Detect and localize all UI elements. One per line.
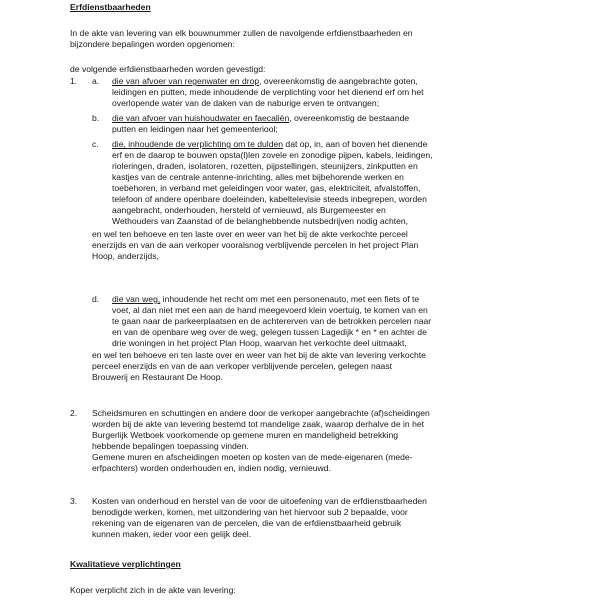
item-1c-line: rioleringen, draden, isolatoren, rozetten, pijpstellingen, steunijzers, zinkputten en	[112, 161, 418, 171]
item-1c-line: aangebracht, onderhouden, hersteld of vernieuwd, als Burgemeester en	[112, 205, 386, 215]
item-2-line: Scheidsmuren en schuttingen en andere door de verkoper aangebrachte (af)scheidingen	[92, 408, 430, 418]
item-1d-line: voet, al dan niet met een aan de hand meegevoerd klein voertuig, te komen van en	[112, 305, 428, 315]
item-letter-a: a.	[92, 76, 100, 86]
item-1a-first-rest: , overeenkomstig de aangebrachte goten,	[259, 76, 418, 86]
item-number-2: 2.	[70, 408, 78, 418]
item-2-line: hebbende bepalingen toepassing vinden.	[92, 441, 249, 451]
item-2-line: worden bij de akte van levering bestemd tot mandelige zaak, waarop derhalve de in het	[92, 419, 425, 429]
item-1c-line: kastjes van de centrale antenne-inrichting, alles met bijbehorende werken en	[112, 172, 404, 182]
heading-erfdienstbaarheden: Erfdienstbaarheden	[70, 2, 151, 12]
item-1a-title: die van afvoer van regenwater en drop	[112, 76, 260, 86]
item-1d-title: die van weg,	[112, 294, 161, 304]
item-1c-line: erf en de daarop te bouwen opsta(l)len zovele en zonodige pijpen, kabels, leidingen,	[112, 150, 433, 160]
item-1a-line: overlopende water van de daken van de naburige erven te ontvangen;	[112, 98, 380, 108]
item-1d-after-line: perceel enerzijds en van de aan verkoper verblijvende percelen, gelegen naast	[92, 361, 393, 371]
item-2-line: erfpachters) worden onderhouden en, indien nodig, vernieuwd.	[92, 463, 331, 473]
item-1c-after-line: Hoop, anderzijds,	[92, 251, 159, 261]
item-1d-after-line: en wel ten behoeve en ten laste over en weer van het bij de akte van levering verkochte	[92, 350, 426, 360]
item-letter-c: c.	[92, 139, 99, 149]
item-number-1: 1.	[70, 76, 78, 86]
item-2-line: Gemene muren en afscheidingen moeten op kosten van de mede-eigenaren (mede-	[92, 452, 413, 462]
item-1b-title: die van afvoer van huishoudwater en faecaliën	[112, 113, 290, 123]
item-1d-after-line: Brouwerij en Restaurant De Hoop.	[92, 372, 223, 382]
item-3-line: rekening van de eigenaren van de percelen, die van de erfdienstbaarheid gebruik	[92, 518, 402, 528]
item-1b-first-line	[112, 113, 409, 124]
item-1c-first-line	[112, 139, 427, 150]
item-1c-after-line: en wel ten behoeve en ten laste over en weer van het bij de akte verkochte perceel	[92, 229, 408, 239]
item-1d-line: drie woningen in het project Plan Hoop, waarvan het verkochte deel uitmaakt,	[112, 338, 407, 348]
closing-line: Koper verplicht zich in de akte van levering:	[70, 585, 236, 595]
item-1c-after-line: enerzijds en van de aan verkoper vooralsnog verblijvende percelen in het project Plan	[92, 240, 419, 250]
item-2-line: Burgerlijk Wetboek voorkomende op gemene muren en mandeligheid betrekking	[92, 430, 399, 440]
established-line: de volgende erfdienstbaarheden worden gevestigd:	[70, 64, 266, 74]
item-1d-first-line	[112, 294, 419, 305]
item-1d-line: te gaan naar de parkeerplaatsen en de achtererven van de betrokken percelen naar	[112, 316, 432, 326]
item-1d-first-rest: inhoudende het recht om met een personenauto, met een fiets of te	[160, 294, 420, 304]
item-1a-first-line	[112, 76, 418, 87]
item-1c-line: Wethouders van Zaanstad of de belanghebbende nutsbedrijven nodig achten,	[112, 216, 409, 226]
item-3-line: kunnen maken, ieder voor een gelijk deel.	[92, 529, 252, 539]
item-3-line: benodigde werken, komen, met uitzondering van het hiervoor sub 2 bepaalde, voor	[92, 507, 408, 517]
item-letter-b: b.	[92, 113, 100, 123]
item-1c-title: die, inhoudende de verplichting om te dulden	[112, 139, 284, 149]
intro-line-2: bijzondere bepalingen worden opgenomen:	[70, 39, 235, 49]
item-1c-line: telefoon of andere openbare doeleinden, kabeltelevisie steeds inbegrepen, worden	[112, 194, 427, 204]
item-1b-line: putten en leidingen naar het gemeenteriool;	[112, 124, 278, 134]
item-letter-d: d.	[92, 294, 100, 304]
item-1c-line: toebehoren, in verband met geleidingen voor water, gas, elektriciteit, afvalstoffen,	[112, 183, 421, 193]
intro-line-1: In de akte van levering van elk bouwnummer zullen de navolgende erfdienstbaarheden en	[70, 28, 413, 38]
item-1d-line: en van de openbare weg over de weg, gelegen tussen Lagedijk * en * en achter de	[112, 327, 427, 337]
item-1b-first-rest: , overeenkomstig de bestaande	[289, 113, 410, 123]
item-1c-first-rest: dat op, in, aan of boven het dienende	[283, 139, 428, 149]
item-1a-line: leidingen en putten, mede inhoudende de verplichting voor het dienend erf om het	[112, 87, 424, 97]
heading-kwalitatieve-verplichtingen: Kwalitatieve verplichtingen	[70, 559, 181, 569]
item-number-3: 3.	[70, 496, 78, 506]
item-3-line: Kosten van onderhoud en herstel van de voor de uitoefening van de erfdienstbaarheden	[92, 496, 427, 506]
